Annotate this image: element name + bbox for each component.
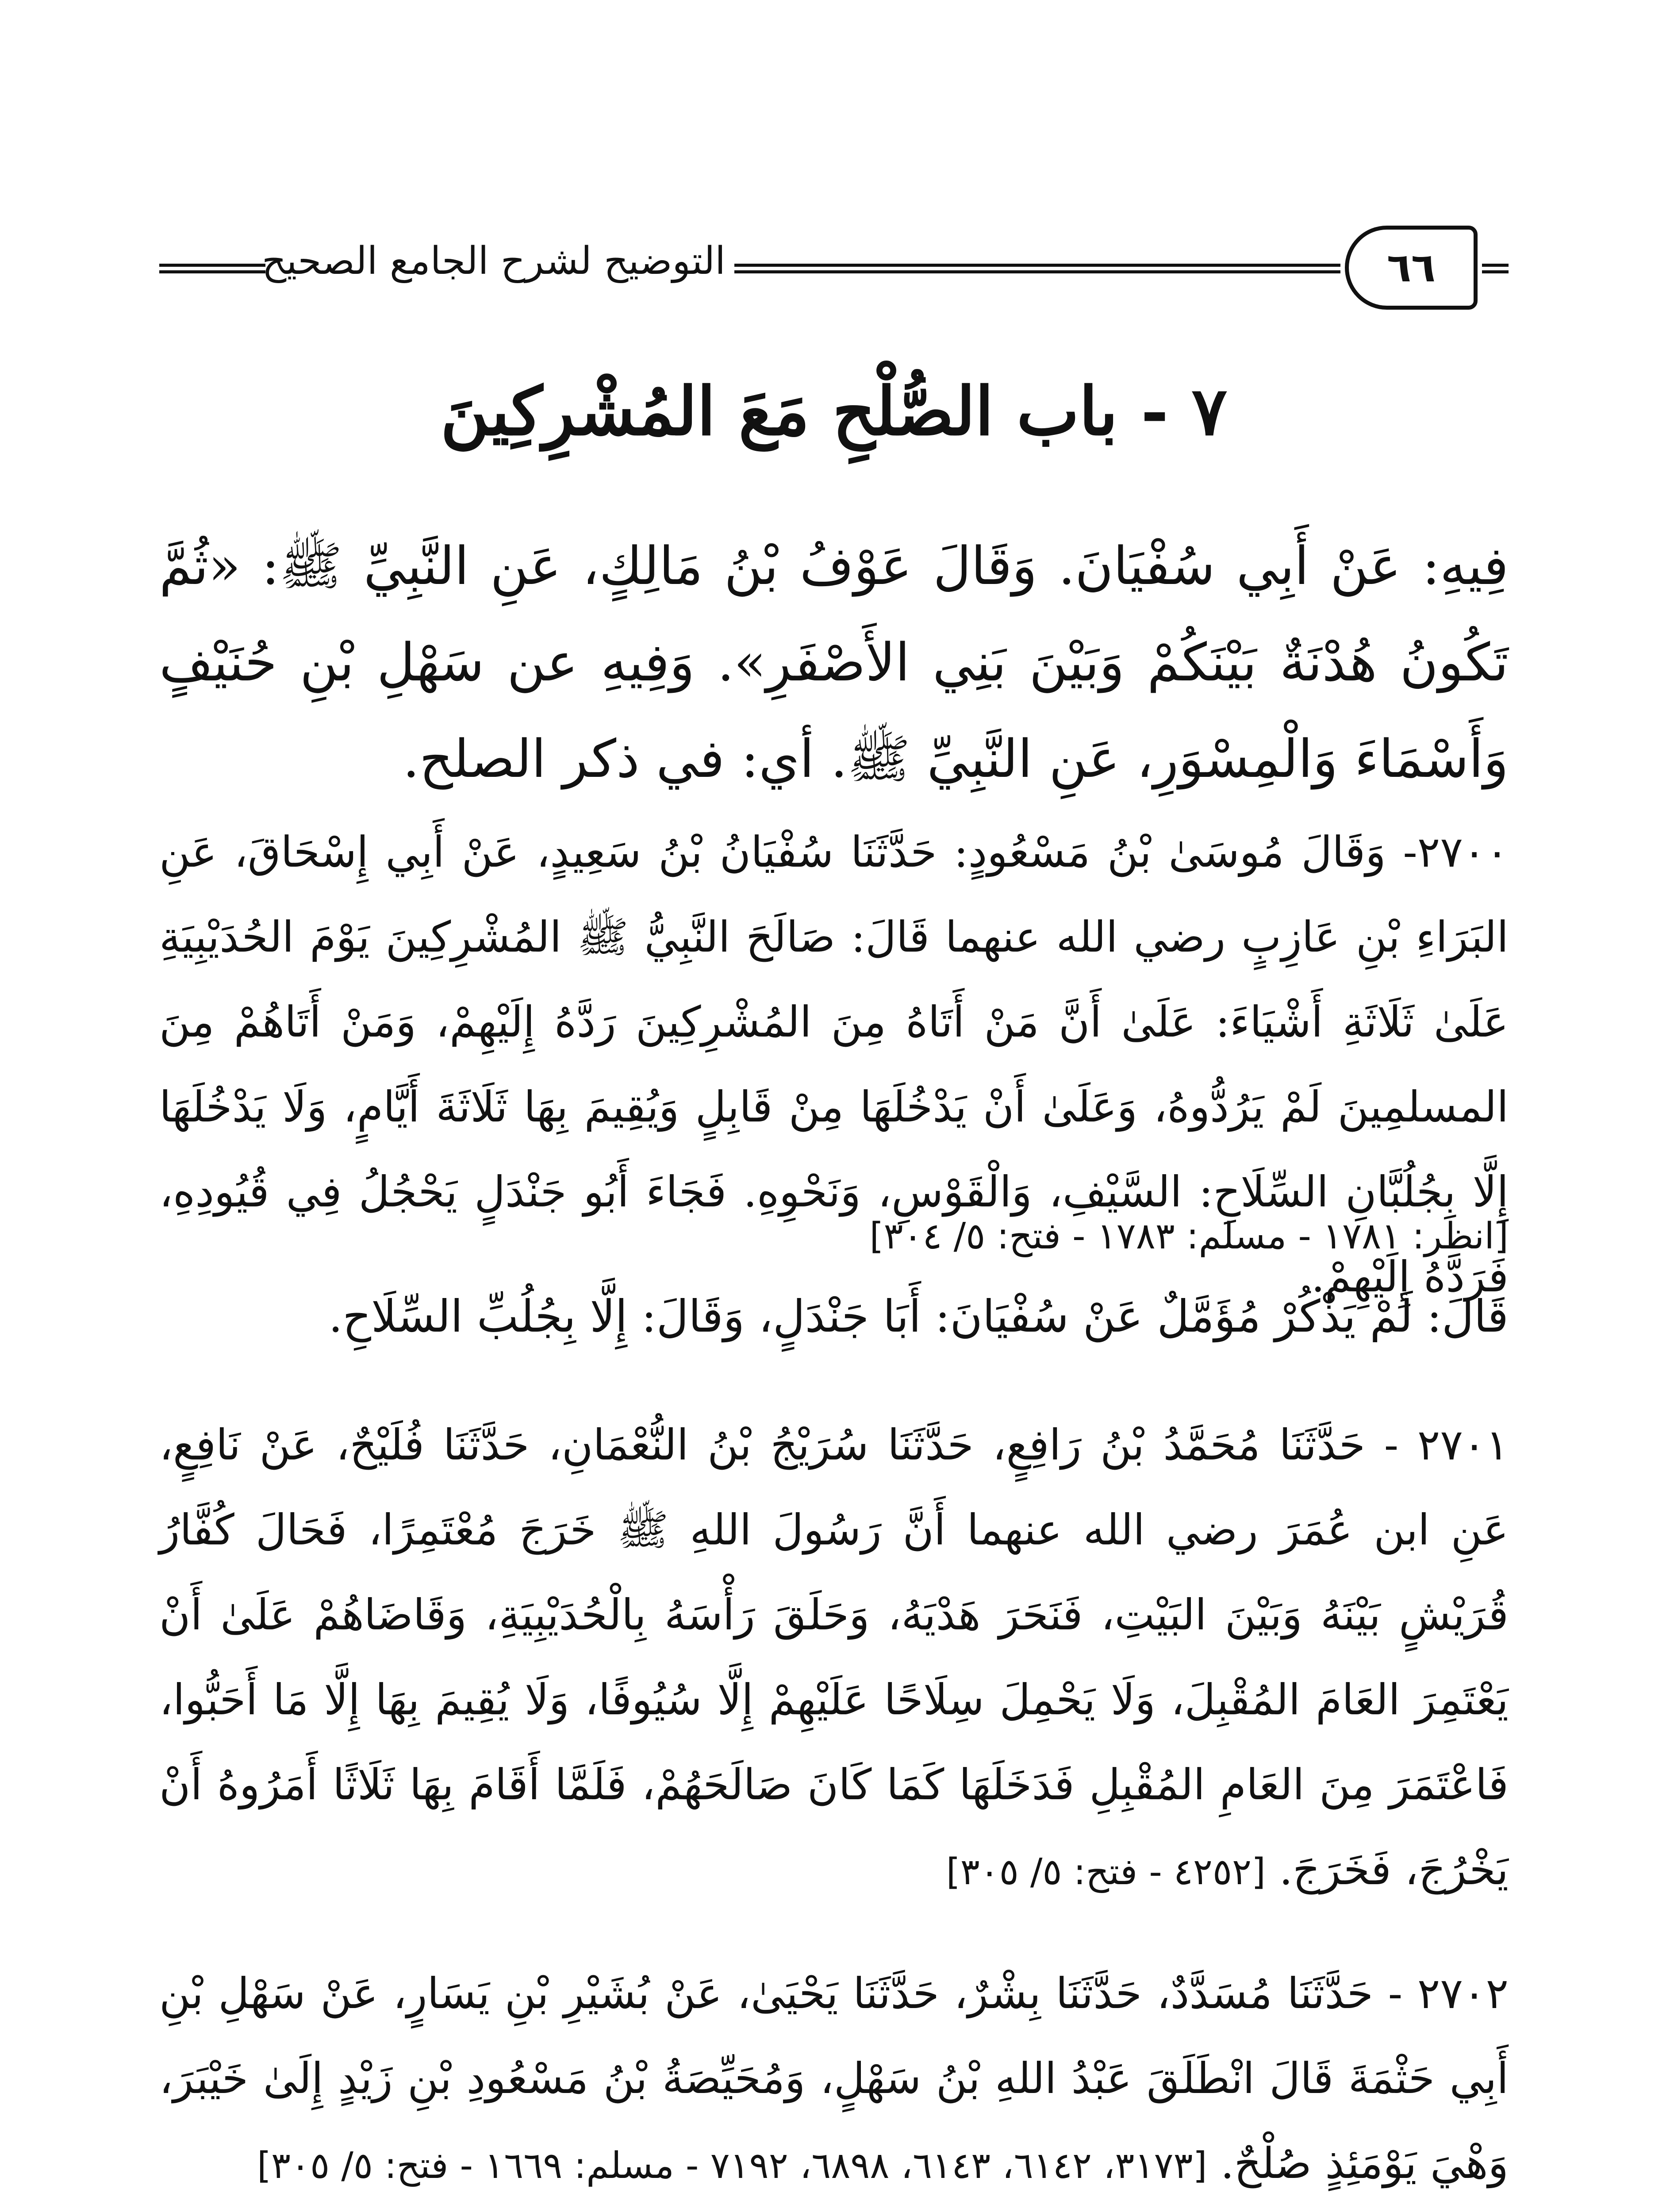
- running-header: [159, 226, 1509, 314]
- header-rule-right: [1482, 264, 1509, 273]
- hadith-2700-reference: [انظر: ١٧٨١ - مسلم: ١٧٨٣ - فتح: ٥/ ٣٠٤]: [869, 1215, 1509, 1257]
- header-rule-middle: [734, 264, 1340, 273]
- running-title: التوضيح لشرح الجامع الصحيح: [261, 239, 726, 283]
- hadith-2700: ٢٧٠٠- وَقَالَ مُوسَىٰ بْنُ مَسْعُودٍ: حَدَّثَنَا سُفْيَانُ بْنُ سَعِيدٍ، عَنْ أَبِي إِسْحَاقَ، عَنِ البَرَاءِ بْنِ عَازِبٍ رضي الله عنهما قَالَ: صَالَحَ النَّبِيُّ ﷺ المُشْرِكِينَ يَوْمَ الحُدَيْبِيَةِ عَلَىٰ ثَلَاثَةِ أَشْيَاءَ: عَلَىٰ أَنَّ مَنْ أَتَاهُ مِنَ المُشْرِكِينَ رَدَّهُ إِلَيْهِمْ، وَمَنْ أَتَاهُمْ مِنَ المسلمِينَ لَمْ يَرُدُّوهُ، وَعَلَىٰ أَنْ يَدْخُلَهَا مِنْ قَابِلٍ وَيُقِيمَ بِهَا ثَلَاثَةَ أَيَّامٍ، وَلَا يَدْخُلَهَا إِلَّا بِجُلُبَّانِ السِّلَاحِ: السَّيْفِ، وَالْقَوْسِ، وَنَحْوِهِ. فَجَاءَ أَبُو جَنْدَلٍ يَحْجُلُ فِي قُيُودِهِ، فَرَدَّهُ إِلَيْهِمْ.: [159, 827, 1509, 1302]
- hadith-2702-text: ٢٧٠٢ - حَدَّثَنَا مُسَدَّدٌ، حَدَّثَنَا بِشْرٌ، حَدَّثَنَا يَحْيَىٰ، عَنْ بُشَيْرِ بْنِ يَسَارٍ، عَنْ سَهْلِ بْنِ أَبِي حَثْمَةَ قَالَ انْطَلَقَ عَبْدُ اللهِ بْنُ سَهْلٍ، وَمُحَيِّصَةُ بْنُ مَسْعُودِ بْنِ زَيْدٍ إِلَىٰ خَيْبَرَ، وَهْيَ يَوْمَئِذٍ صُلْحٌ.: [159, 1969, 1509, 2188]
- hadith-2701-reference: [٤٢٥٢ - فتح: ٥/ ٣٠٥]: [946, 1851, 1266, 1893]
- hadith-2702-reference: [٣١٧٣، ٦١٤٢، ٦١٤٣، ٦٨٩٨، ٧١٩٢ - مسلم: ١٦٦٩ - فتح: ٥/ ٣٠٥]: [257, 2145, 1207, 2187]
- header-rule-left: [159, 264, 265, 273]
- hadith-2701-text: ٢٧٠١ - حَدَّثَنَا مُحَمَّدُ بْنُ رَافِعٍ، حَدَّثَنَا سُرَيْجُ بْنُ النُّعْمَانِ، حَدَّثَنَا فُلَيْحٌ، عَنْ نَافِعٍ، عَنِ ابن عُمَرَ رضي الله عنهما أَنَّ رَسُولَ اللهِ ﷺ خَرَجَ مُعْتَمِرًا، فَحَالَ كُفَّارُ قُرَيْشٍ بَيْنَهُ وَبَيْنَ البَيْتِ، فَنَحَرَ هَدْيَهُ، وَحَلَقَ رَأْسَهُ بِالْحُدَيْبِيَةِ، وَقَاضَاهُمْ عَلَىٰ أَنْ يَعْتَمِرَ العَامَ المُقْبِلَ، وَلَا يَحْمِلَ سِلَاحًا عَلَيْهِمْ إِلَّا سُيُوفًا، وَلَا يُقِيمَ بِهَا إِلَّا مَا أَحَبُّوا، فَاعْتَمَرَ مِنَ العَامِ المُقْبِلِ فَدَخَلَهَا كَمَا كَانَ صَالَحَهُمْ، فَلَمَّا أَقَامَ بِهَا ثَلَاثًا أَمَرُوهُ أَنْ يَخْرُجَ، فَخَرَجَ.: [159, 1420, 1509, 1894]
- chapter-heading: ٧ - باب الصُّلْحِ مَعَ المُشْرِكِينَ: [440, 373, 1228, 450]
- hadith-2702: [159, 1951, 1509, 2208]
- page-number: ٦٦: [1387, 244, 1436, 291]
- hadith-2701: [159, 1402, 1509, 1915]
- chapter-introduction: فِيهِ: عَنْ أَبِي سُفْيَانَ. وَقَالَ عَوْفُ بْنُ مَالِكٍ، عَنِ النَّبِيِّ ﷺ: «ثُمَّ تَكُونُ هُدْنَةٌ بَيْنَكُمْ وَبَيْنَ بَنِي الأَصْفَرِ». وَفِيهِ عن سَهْلِ بْنِ حُنَيْفٍ وَأَسْمَاءَ وَالْمِسْوَرِ، عَنِ النَّبِيِّ ﷺ. أي: في ذكر الصلح.: [159, 535, 1509, 789]
- hadith-2700-note: قَالَ: لَمْ يَذْكُرْ مُؤَمَّلٌ عَنْ سُفْيَانَ: أَبَا جَنْدَلٍ، وَقَالَ: إِلَّا بِجُلُبِّ السِّلَاحِ.: [328, 1290, 1509, 1342]
- page-number-badge: [1345, 226, 1478, 310]
